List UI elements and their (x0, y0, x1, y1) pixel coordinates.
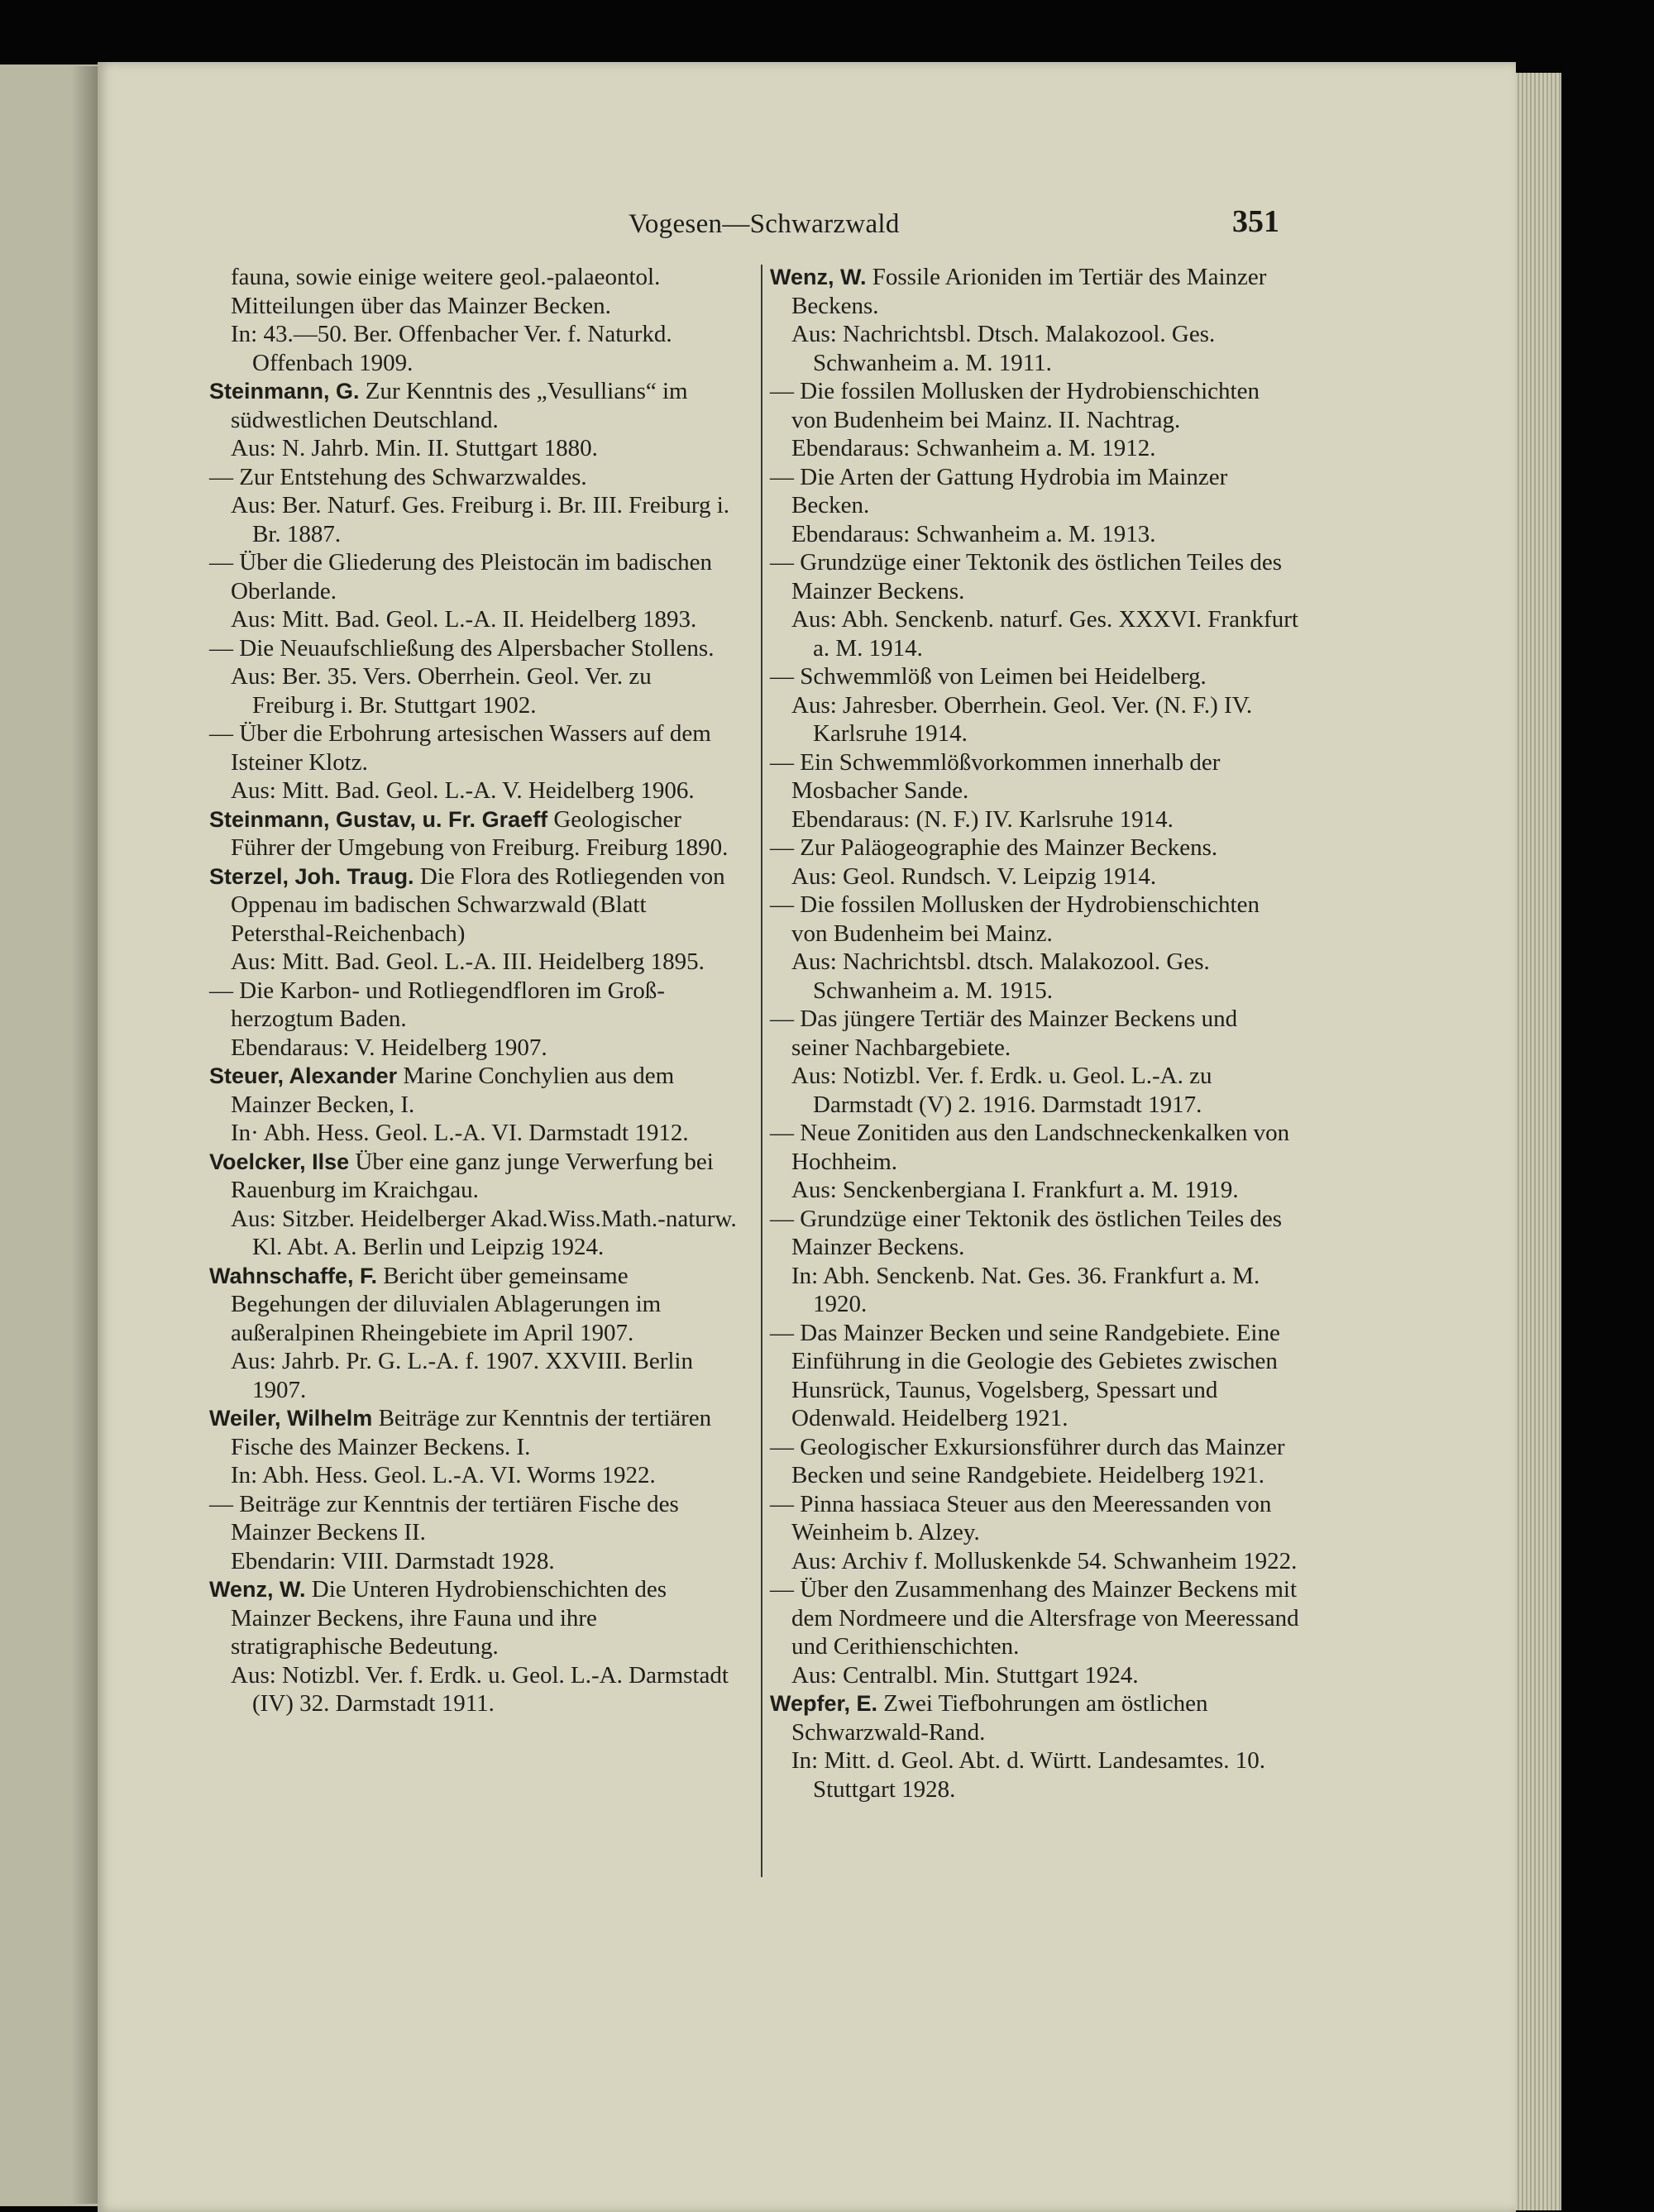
entry-title: — Schwemmlöß von Leimen bei Heidelberg. (770, 663, 1207, 690)
bibliography-entry (209, 463, 739, 492)
entry-title: — Beiträge zur Kenntnis der tertiären Fische des Mainzer Beckens II. (209, 1490, 679, 1546)
bibliography-entry (770, 377, 1299, 434)
bibliography-entry (770, 662, 1299, 691)
entry-source: In· Abh. Hess. Geol. L.-A. VI. Darmstadt 1912. (231, 1120, 689, 1146)
entry-title: — Über den Zusammenhang des Mainzer Beckens mit dem Nordmeere und die Altersfrage von Meeressand und Cerithienschichten. (770, 1576, 1299, 1660)
bibliography-entry (770, 1575, 1299, 1661)
entry-source: Aus: Jahrb. Pr. G. L.-A. f. 1907. XXVIII. Berlin 1907. (231, 1348, 693, 1403)
entry-author: Wenz, W. (770, 265, 867, 289)
entry-author: Voelcker, Ilse (209, 1149, 350, 1174)
entry-author: Wenz, W. (209, 1577, 306, 1602)
entry-source: Aus: N. Jahrb. Min. II. Stuttgart 1880. (231, 435, 598, 461)
bibliography-entry (209, 719, 739, 776)
entry-title: — Zur Entstehung des Schwarzwaldes. (209, 463, 587, 490)
entry-title: Die Flora des Rotliegenden von Oppenau im badischen Schwarzwald (Blatt Petersthal-Reichenbach) (231, 862, 725, 947)
entry-source: Aus: Notizbl. Ver. f. Erdk. u. Geol. L.-A. zu Darmstadt (V) 2. 1916. Darmstadt 1917. (791, 1063, 1212, 1118)
bibliography-entry (770, 891, 1299, 948)
entry-author: Sterzel, Joh. Traug. (209, 863, 414, 889)
entry-source: Aus: Sitzber. Heidelberger Akad.Wiss.Math.-naturw. Kl. Abt. A. Berlin und Leipzig 1924. (231, 1205, 737, 1260)
entry-title: — Die Karbon- und Rotliegendfloren im Großherzogtum Baden. (209, 977, 665, 1032)
entry-title: — Das Mainzer Becken und seine Randgebiete. Eine Einführung in die Geologie des Gebietes zwischen Hunsrück, Taunus, Vogelsberg, Spessart und Odenwald. Heidelberg 1921. (770, 1319, 1280, 1431)
entry-source: In: 43.—50. Ber. Offenbacher Ver. f. Naturkd. Offenbach 1909. (231, 321, 672, 376)
entry-title: — Die Arten der Gattung Hydrobia im Mainzer Becken. (770, 463, 1228, 518)
entry-title: Die Unteren Hydrobienschichten des Mainzer Beckens, ihre Fauna und ihre stratigraphische Bedeutung. (231, 1576, 667, 1660)
page-number: 351 (1232, 204, 1279, 239)
entry-source: Aus: Notizbl. Ver. f. Erdk. u. Geol. L.-A. Darmstadt (IV) 32. Darmstadt 1911. (231, 1661, 729, 1717)
entry-source: Aus: Abh. Senckenb. naturf. Ges. XXXVI. Frankfurt a. M. 1914. (791, 606, 1298, 662)
bibliography-entry (770, 748, 1299, 805)
column-divider (761, 265, 762, 1877)
entry-title: Über eine ganz junge Verwerfung bei Rauenburg im Kraichgau. (231, 1148, 714, 1203)
bibliography-entry (209, 1490, 739, 1547)
bibliography-entry (209, 377, 739, 434)
entry-title: Marine Conchylien aus dem Mainzer Becken, I. (231, 1063, 675, 1118)
running-title: Vogesen—Schwarzwald (629, 209, 900, 239)
entry-title: Zwei Tiefbohrungen am östlichen Schwarzwald-Rand. (791, 1690, 1208, 1746)
entry-continuation: Ebendaraus: Schwanheim a. M. 1913. (791, 520, 1156, 547)
bibliography-entry (770, 834, 1299, 862)
bibliography-entry (770, 1319, 1299, 1433)
entry-continuation: Ebendaraus: Schwanheim a. M. 1912. (791, 435, 1156, 461)
entry-title: Zur Kenntnis des „Vesullians“ im südwestlichen Deutschland. (231, 378, 688, 433)
entry-title: — Neue Zonitiden aus den Landschneckenkalken von Hochheim. (770, 1120, 1290, 1175)
entry-source: In: Abh. Senckenb. Nat. Ges. 36. Frankfurt a. M. 1920. (791, 1262, 1260, 1317)
entry-title: — Zur Paläogeographie des Mainzer Beckens. (770, 834, 1218, 861)
entry-source: Aus: Nachrichtsbl. dtsch. Malakozool. Ges. Schwanheim a. M. 1915. (791, 948, 1210, 1004)
bibliography-entry (209, 1575, 739, 1661)
entry-author: Weiler, Wilhelm (209, 1406, 373, 1431)
bibliography-entry (770, 263, 1299, 320)
entry-source: Aus: Mitt. Bad. Geol. L.-A. V. Heidelberg 1906. (231, 777, 695, 804)
left-column (209, 263, 739, 1718)
entry-source: Aus: Archiv f. Molluskenkde 54. Schwanheim 1922. (791, 1547, 1298, 1574)
entry-title: Bericht über gemeinsame Begehungen der diluvialen Ablagerungen im außeralpinen Rheingebiete im April 1907. (231, 1262, 662, 1346)
bibliography-entry (770, 463, 1299, 520)
entry-author: Steinmann, Gustav, u. Fr. Graeff (209, 806, 548, 832)
entry-title: Fossile Arioniden im Tertiär des Mainzer Beckens. (791, 264, 1267, 319)
entry-author: Steuer, Alexander (209, 1063, 398, 1088)
entry-source: Aus: Mitt. Bad. Geol. L.-A. II. Heidelberg 1893. (231, 606, 697, 633)
entry-source: In: Mitt. d. Geol. Abt. d. Württ. Landesamtes. 10. Stuttgart 1928. (791, 1747, 1265, 1803)
bibliography-entry (209, 1062, 739, 1119)
bibliography-entry (209, 548, 739, 605)
bibliography-entry (770, 1490, 1299, 1547)
entry-author: Steinmann, G. (209, 379, 360, 404)
bibliography-entry (770, 1005, 1299, 1062)
entry-title: — Geologischer Exkursionsführer durch das Mainzer Becken und seine Randgebiete. Heidelberg 1921. (770, 1433, 1285, 1488)
entry-source: Aus: Mitt. Bad. Geol. L.-A. III. Heidelberg 1895. (231, 948, 705, 975)
entry-source: Aus: Ber. 35. Vers. Oberrhein. Geol. Ver. zu Freiburg i. Br. Stuttgart 1902. (231, 663, 652, 719)
entry-title: — Grundzüge einer Tektonik des östlichen Teiles des Mainzer Beckens. (770, 549, 1283, 604)
entry-source: Aus: Ber. Naturf. Ges. Freiburg i. Br. III. Freiburg i. Br. 1887. (231, 492, 730, 547)
gutter-shadow (71, 66, 98, 2204)
entry-continuation: fauna, sowie einige weitere geol.-palaeontol. Mitteilungen über das Mainzer Becken. (231, 264, 661, 319)
entry-title: — Die fossilen Mollusken der Hydrobienschichten von Budenheim bei Mainz. II. Nachtrag. (770, 378, 1260, 433)
bibliography-entry (209, 862, 739, 948)
entry-continuation: Ebendaraus: V. Heidelberg 1907. (231, 1034, 547, 1061)
bibliography-entry (209, 977, 739, 1034)
entry-title: — Die fossilen Mollusken der Hydrobienschichten von Budenheim bei Mainz. (770, 891, 1260, 947)
entry-title: — Das jüngere Tertiär des Mainzer Beckens und seiner Nachbargebiete. (770, 1006, 1238, 1061)
entry-continuation: Ebendaraus: (N. F.) IV. Karlsruhe 1914. (791, 805, 1174, 833)
bibliography-entry (770, 548, 1299, 605)
entry-source: In: Abh. Hess. Geol. L.-A. VI. Worms 1922. (231, 1462, 656, 1488)
entry-title: — Über die Gliederung des Pleistocän im badischen Oberlande. (209, 549, 713, 604)
entry-continuation: Aus: Geol. Rundsch. V. Leipzig 1914. (791, 862, 1157, 890)
entry-author: Wahnschaffe, F. (209, 1263, 378, 1288)
bibliography-entry (209, 634, 739, 663)
entry-title: — Über die Erbohrung artesischen Wassers auf dem Isteiner Klotz. (209, 720, 711, 776)
entry-continuation: Aus: Centralbl. Min. Stuttgart 1924. (791, 1661, 1139, 1689)
entry-source: Aus: Jahresber. Oberrhein. Geol. Ver. (N. F.) IV. Karlsruhe 1914. (791, 691, 1253, 747)
bibliography-entry (209, 1148, 739, 1205)
bibliography-entry (209, 1262, 739, 1348)
entry-author: Wepfer, E. (770, 1691, 878, 1716)
bibliography-entry (209, 1404, 739, 1461)
entry-title: Beiträge zur Kenntnis der tertiären Fische des Mainzer Beckens. I. (231, 1405, 712, 1460)
entry-source: Aus: Nachrichtsbl. Dtsch. Malakozool. Ges. Schwanheim a. M. 1911. (791, 321, 1216, 376)
entry-title: Geologischer Führer der Umgebung von Freiburg. Freiburg 1890. (231, 805, 729, 861)
entry-title: — Ein Schwemmlößvorkommen innerhalb der Mosbacher Sande. (770, 748, 1221, 804)
right-column (770, 263, 1299, 1804)
bibliography-entry (770, 1205, 1299, 1262)
bibliography-entry (770, 1689, 1299, 1746)
bibliography-entry (770, 1119, 1299, 1176)
bibliography-entry (209, 805, 739, 862)
entry-continuation: Ebendarin: VIII. Darmstadt 1928. (231, 1547, 555, 1574)
entry-title: — Grundzüge einer Tektonik des östlichen Teiles des Mainzer Beckens. (770, 1205, 1283, 1260)
entry-title: — Pinna hassiaca Steuer aus den Meeressanden von Weinheim b. Alzey. (770, 1490, 1272, 1546)
bibliography-entry (770, 1433, 1299, 1490)
entry-source: Aus: Senckenbergiana I. Frankfurt a. M. 1919. (791, 1177, 1239, 1203)
entry-title: — Die Neuaufschließung des Alpersbacher Stollens. (209, 634, 715, 662)
